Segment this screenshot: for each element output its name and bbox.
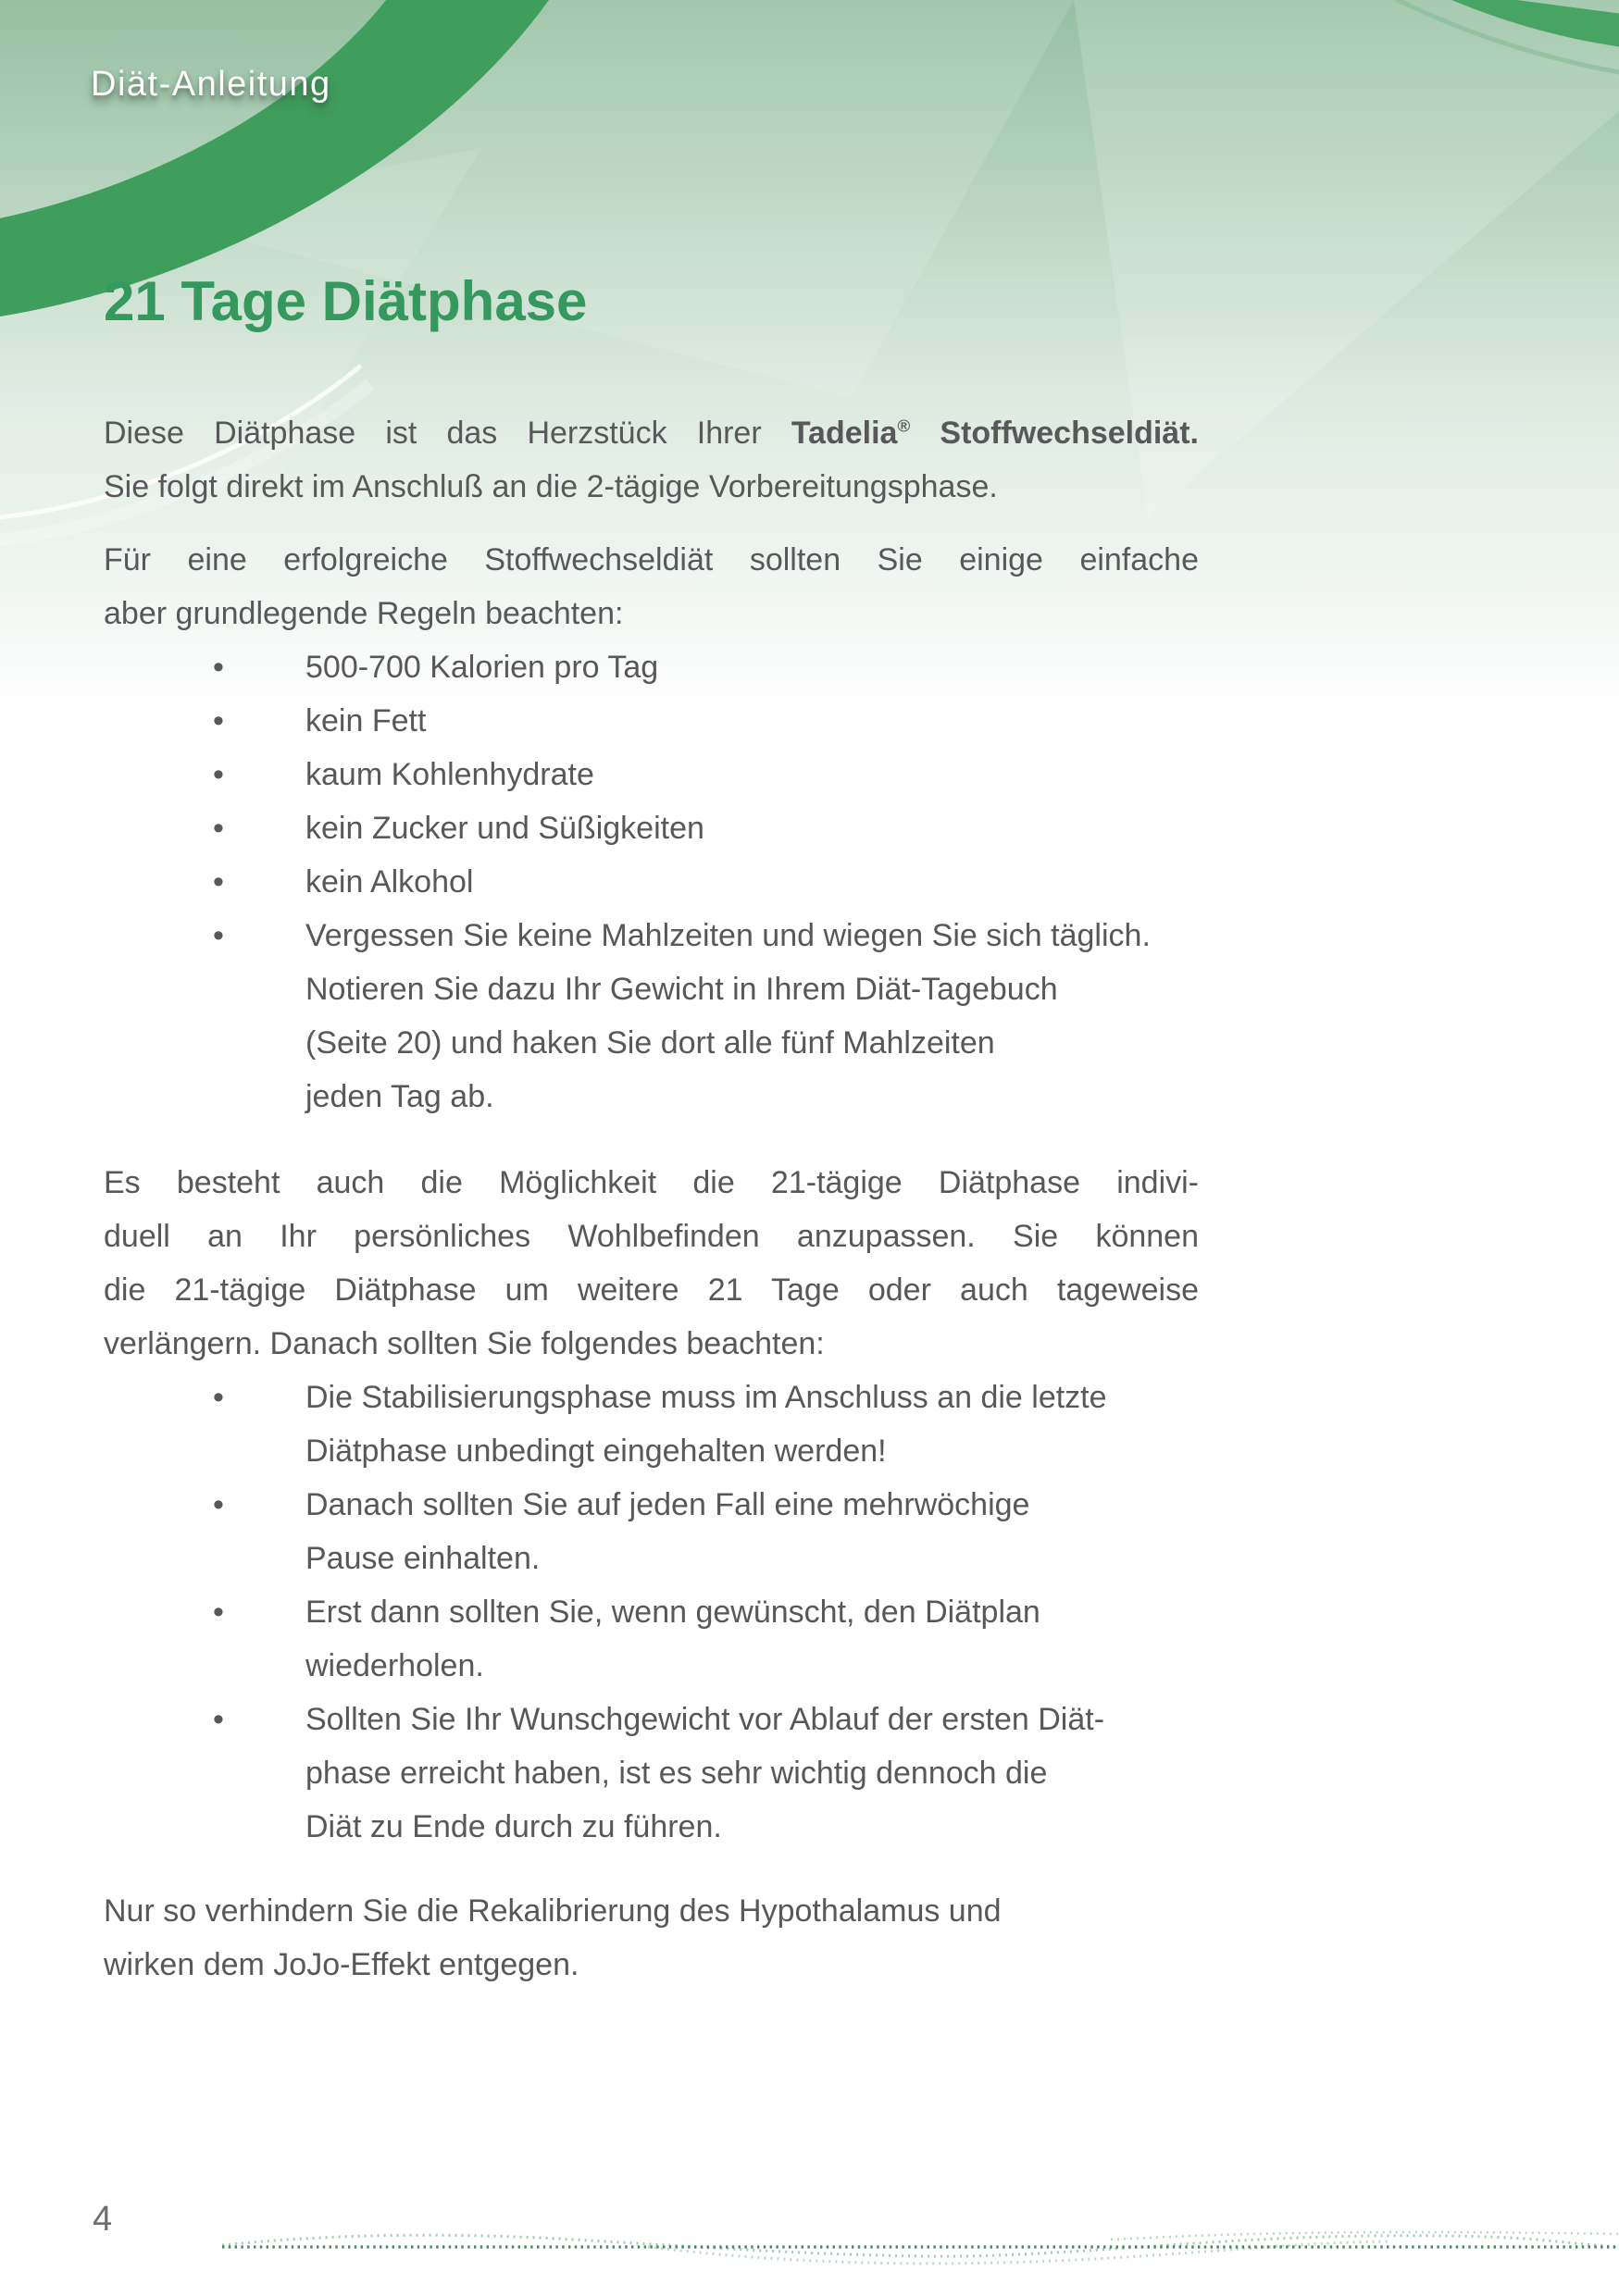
- text-line: die 21-tägige Diätphase um weitere 21 Tage oder auch tageweise: [104, 1272, 1199, 1308]
- text-line: Für eine erfolgreiche Stoffwechseldiät sollten Sie einige einfache: [104, 542, 1199, 577]
- list-item: [104, 1478, 1199, 1585]
- bullet-icon: •: [213, 864, 224, 900]
- text-line: wiederholen.: [305, 1648, 484, 1683]
- text-line: jeden Tag ab.: [305, 1079, 494, 1114]
- footer-dotted-rule: [0, 2219, 1619, 2284]
- text-line: (Seite 20) und haken Sie dort alle fünf Mahlzeiten: [305, 1025, 995, 1061]
- brand-name: Tadelia: [791, 416, 898, 451]
- page-title: 21 Tage Diätphase: [104, 270, 588, 332]
- text-line: Nur so verhindern Sie die Rekalibrierung des Hypothalamus und: [104, 1893, 1002, 1929]
- registered-mark: ®: [897, 416, 911, 436]
- bullet-icon: •: [213, 757, 224, 792]
- text-line: Erst dann sollten Sie, wenn gewünscht, den Diätplan: [305, 1595, 1040, 1630]
- page-number: 4: [93, 2200, 113, 2239]
- text-line: Notieren Sie dazu Ihr Gewicht in Ihrem Diät-Tagebuch: [305, 972, 1058, 1007]
- list-item: [104, 1693, 1199, 1854]
- text-line: Sie folgt direkt im Anschluß an die 2-tägige Vorbereitungsphase.: [104, 469, 998, 504]
- bullet-icon: •: [213, 1595, 224, 1630]
- bullet-icon: •: [213, 1380, 224, 1415]
- header-label: Diät-Anleitung: [91, 65, 331, 104]
- bullet-icon: •: [213, 1487, 224, 1522]
- text-line: Pause einhalten.: [305, 1541, 541, 1576]
- text-line: Diät zu Ende durch zu führen.: [305, 1809, 722, 1844]
- text-line: Es besteht auch die Möglichkeit die 21-tägige Diätphase indivi-: [104, 1165, 1199, 1200]
- text-line: Sollten Sie Ihr Wunschgewicht vor Ablauf der ersten Diät-: [305, 1702, 1105, 1737]
- text-line: kein Zucker und Süßigkeiten: [305, 811, 704, 846]
- list-item: [104, 855, 1199, 909]
- text-line: kein Fett: [305, 703, 427, 738]
- text-line: Danach sollten Sie auf jeden Fall eine mehrwöchige: [305, 1487, 1030, 1522]
- rules-bullet-list: [104, 640, 1199, 1123]
- text-line: [104, 406, 1199, 460]
- body-text: [104, 406, 1199, 1992]
- text-line: kaum Kohlenhydrate: [305, 757, 594, 792]
- text-line: Die Stabilisierungsphase muss im Anschluss an die letzte: [305, 1380, 1107, 1415]
- text-line: 500-700 Kalorien pro Tag: [305, 650, 659, 685]
- bullet-icon: •: [213, 811, 224, 846]
- list-item: [104, 1371, 1199, 1478]
- text-segment: Diese Diätphase ist das Herzstück Ihrer: [104, 416, 791, 451]
- text-line: aber grundlegende Regeln beachten:: [104, 596, 624, 631]
- text-line: wirken dem JoJo-Effekt entgegen.: [104, 1947, 579, 1982]
- text-line: duell an Ihr persönliches Wohlbefinden anzupassen. Sie können: [104, 1219, 1199, 1254]
- text-line: phase erreicht haben, ist es sehr wichtig dennoch die: [305, 1756, 1048, 1791]
- text-line: kein Alkohol: [305, 864, 474, 900]
- list-item: [104, 1585, 1199, 1693]
- list-item: [104, 640, 1199, 694]
- list-item: [104, 694, 1199, 748]
- text-line: Diätphase unbedingt eingehalten werden!: [305, 1433, 887, 1469]
- bullet-icon: •: [213, 918, 224, 953]
- list-item: [104, 748, 1199, 801]
- bullet-icon: •: [213, 650, 224, 685]
- text-line: verlängern. Danach sollten Sie folgendes beachten:: [104, 1326, 825, 1361]
- text-segment-bold: Stoffwechseldiät.: [910, 416, 1199, 451]
- advice-bullet-list: [104, 1371, 1199, 1854]
- bullet-icon: •: [213, 703, 224, 738]
- list-item: [104, 801, 1199, 855]
- text-line: Vergessen Sie keine Mahlzeiten und wiegen Sie sich täglich.: [305, 918, 1151, 953]
- bullet-icon: •: [213, 1702, 224, 1737]
- list-item: [104, 909, 1199, 1123]
